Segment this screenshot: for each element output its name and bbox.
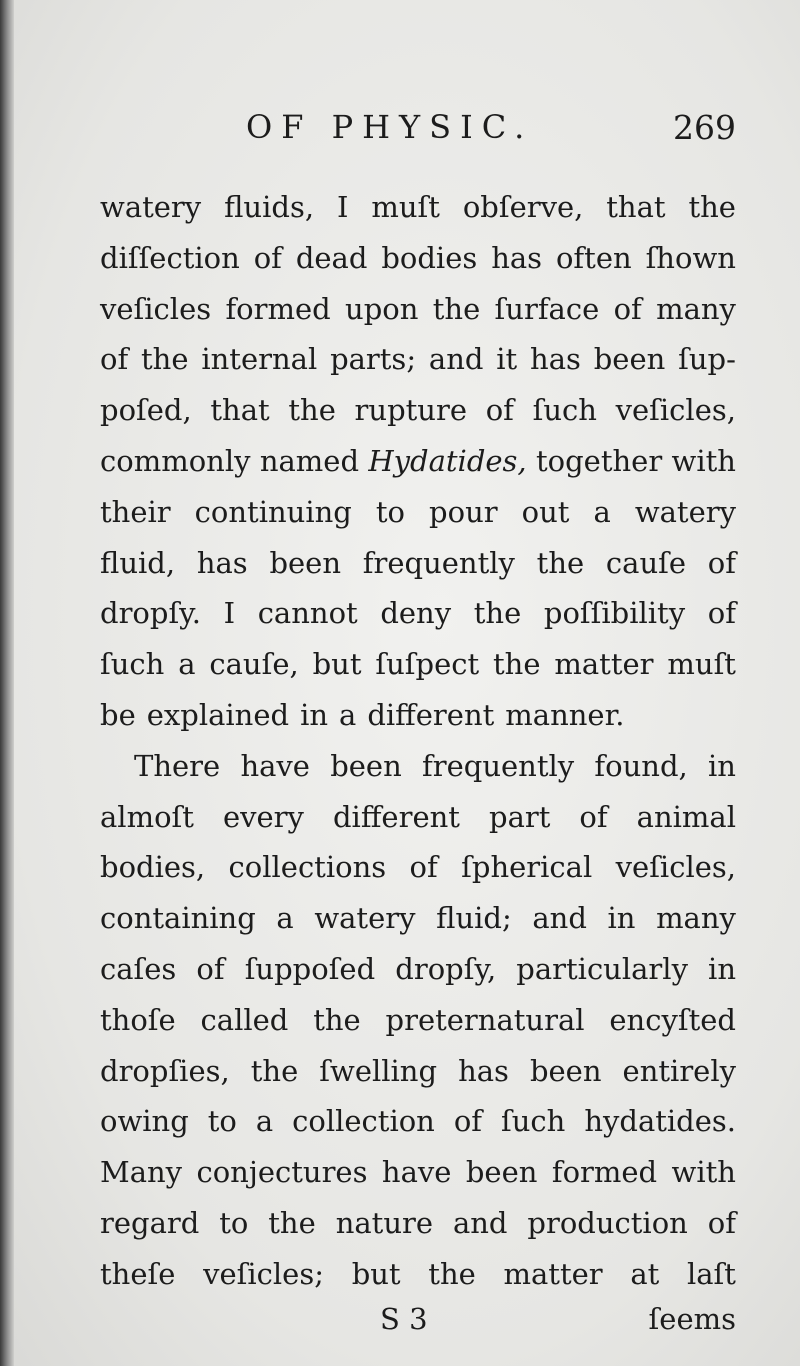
word: poſſibility	[543, 596, 686, 631]
word: fluids,	[224, 190, 315, 224]
word: the	[141, 342, 189, 377]
page-footer	[100, 1302, 736, 1346]
word: dropſy,	[395, 951, 497, 986]
word: dead	[295, 240, 368, 275]
word: in	[708, 951, 736, 986]
word: of	[707, 596, 736, 631]
word: laſt	[686, 1256, 736, 1291]
word: the	[688, 190, 736, 224]
text-line	[100, 284, 736, 335]
text-line	[100, 741, 736, 792]
word: production	[527, 1205, 688, 1240]
text-line	[100, 1198, 736, 1249]
word: nature	[335, 1205, 434, 1240]
word: the	[493, 647, 541, 682]
word: obſerve,	[462, 190, 584, 224]
word: has	[530, 342, 581, 377]
text-line	[100, 1147, 736, 1198]
text-line	[100, 944, 736, 995]
word: matter	[503, 1256, 603, 1291]
word: preternatural	[385, 1002, 585, 1037]
word: frequently	[422, 748, 575, 783]
word: containing	[100, 901, 256, 936]
word: have	[240, 748, 310, 783]
word: formed	[225, 291, 331, 326]
text-line	[100, 182, 736, 233]
word: hydatides.	[584, 1104, 736, 1139]
word: out	[521, 494, 570, 529]
word: with	[671, 1155, 736, 1190]
text-line	[100, 1249, 736, 1300]
word: collection	[292, 1104, 435, 1139]
word: encyſted	[609, 1002, 736, 1037]
word: ſuppoſed	[244, 951, 376, 986]
text-line	[100, 842, 736, 893]
word: of	[196, 951, 225, 986]
word: of	[579, 799, 608, 834]
word: the	[536, 545, 585, 580]
running-head	[100, 108, 740, 158]
word: ſup-	[678, 342, 736, 377]
word: a	[178, 647, 196, 682]
word: different	[367, 697, 495, 732]
word: caſes	[100, 951, 177, 986]
word: cauſe,	[209, 647, 299, 682]
signature-mark: S 3	[380, 1302, 428, 1336]
page-number: 269	[673, 108, 736, 147]
text-line	[100, 995, 736, 1046]
word: ſuch	[501, 1104, 566, 1139]
word: that	[210, 393, 270, 428]
running-title: OF PHYSIC.	[246, 108, 534, 146]
word: their	[100, 494, 171, 529]
word: that	[606, 190, 666, 224]
word: muſt	[667, 647, 736, 682]
word: been	[465, 1155, 538, 1190]
word: a	[339, 697, 357, 732]
word: of	[485, 393, 514, 428]
word: rupture	[354, 393, 468, 428]
text-line	[100, 487, 736, 538]
word: muſt	[371, 190, 440, 224]
word: watery	[634, 494, 736, 529]
word: together	[535, 443, 663, 478]
word: veſicles	[100, 291, 212, 326]
word: have	[381, 1155, 452, 1190]
word: in	[707, 748, 736, 783]
word: of	[100, 342, 129, 377]
word: the	[473, 596, 522, 631]
word: regard	[100, 1205, 200, 1240]
text-line	[100, 1096, 736, 1147]
word: ſhown	[645, 240, 736, 275]
word: ſuch	[100, 647, 165, 682]
word: a	[255, 1104, 274, 1139]
word: theſe	[100, 1256, 176, 1291]
word: of	[613, 291, 642, 326]
word: explained	[146, 697, 290, 732]
word: but	[351, 1256, 401, 1291]
word: watery	[314, 901, 416, 936]
word: at	[630, 1256, 660, 1291]
text-line	[100, 690, 736, 741]
word: upon	[345, 291, 419, 326]
word: in	[300, 697, 329, 732]
catchword: ſeems	[648, 1302, 736, 1336]
word: almoſt	[100, 799, 194, 834]
word: There	[134, 748, 221, 783]
word: many	[656, 291, 736, 326]
text-line	[100, 334, 736, 385]
word: of	[707, 545, 736, 580]
word: many	[656, 901, 736, 936]
word: watery	[100, 190, 202, 224]
word: it	[496, 342, 518, 377]
word: owing	[100, 1104, 189, 1139]
word: found,	[594, 748, 688, 783]
word: veſicles,	[615, 850, 736, 885]
word: the	[428, 1256, 476, 1291]
word: the	[288, 393, 336, 428]
word: Many	[100, 1155, 183, 1190]
word: and	[428, 342, 484, 377]
word: pour	[429, 494, 498, 529]
word: bodies,	[100, 850, 206, 885]
word: I	[223, 596, 236, 631]
word: but	[312, 647, 362, 682]
word: collections	[228, 850, 387, 885]
word: often	[555, 240, 632, 275]
word: animal	[636, 799, 736, 834]
word: ſwelling	[319, 1053, 438, 1088]
word: commonly	[100, 443, 251, 478]
word: dropſies,	[100, 1053, 230, 1088]
word: poſed,	[100, 393, 192, 428]
word: a	[276, 901, 294, 936]
word: in	[607, 901, 636, 936]
word: dropſy.	[100, 596, 201, 631]
word: been	[529, 1053, 602, 1088]
word: to	[375, 494, 406, 529]
word: of	[253, 240, 282, 275]
word: manner.	[505, 697, 625, 732]
text-line	[100, 436, 736, 487]
body-text	[100, 182, 736, 1300]
word: named	[259, 443, 360, 478]
word: ſurface	[494, 291, 600, 326]
word: of	[453, 1104, 483, 1139]
word: be	[100, 697, 136, 732]
word: parts;	[330, 342, 417, 377]
text-line	[100, 233, 736, 284]
word: been	[330, 748, 402, 783]
word: has	[196, 545, 248, 580]
word: fluid,	[100, 545, 176, 580]
word: ſpherical	[461, 850, 593, 885]
word: with	[671, 443, 736, 478]
word: particularly	[516, 951, 688, 986]
word: fluid;	[436, 901, 512, 936]
word: frequently	[362, 545, 515, 580]
word: entirely	[622, 1053, 736, 1088]
word: formed	[551, 1155, 658, 1190]
word: has	[458, 1053, 509, 1088]
word: cauſe	[605, 545, 687, 580]
word: the	[313, 1002, 361, 1037]
word: ſuch	[532, 393, 597, 428]
word: continuing	[194, 494, 352, 529]
text-line	[100, 893, 736, 944]
word: different	[332, 799, 460, 834]
word: veſicles;	[203, 1256, 324, 1291]
text-line	[100, 792, 736, 843]
word: part	[489, 799, 551, 834]
word: called	[200, 1002, 289, 1037]
word: cannot	[257, 596, 358, 631]
word: of	[707, 1205, 736, 1240]
word: I	[336, 190, 349, 224]
word: internal	[201, 342, 318, 377]
word: thoſe	[100, 1002, 176, 1037]
text-line	[100, 538, 736, 589]
word: and	[452, 1205, 508, 1240]
word: ſuſpect	[375, 647, 480, 682]
word: the	[432, 291, 481, 326]
text-line	[100, 385, 736, 436]
word: been	[593, 342, 666, 377]
word: to	[207, 1104, 237, 1139]
word: Hydatides,	[368, 443, 527, 478]
word: has	[491, 240, 543, 275]
word: conjectures	[196, 1155, 368, 1190]
word: deny	[380, 596, 452, 631]
word: matter	[554, 647, 654, 682]
word: diſſection	[100, 240, 240, 275]
word: of	[409, 850, 438, 885]
word: the	[250, 1053, 299, 1088]
text-line	[100, 588, 736, 639]
word: and	[532, 901, 587, 936]
text-line	[100, 1046, 736, 1097]
word: been	[269, 545, 342, 580]
word: the	[268, 1205, 316, 1240]
page-edge-shadow	[0, 0, 14, 1366]
word: veſicles,	[615, 393, 736, 428]
word: every	[222, 799, 304, 834]
text-line	[100, 639, 736, 690]
word: to	[219, 1205, 249, 1240]
word: a	[593, 494, 611, 529]
word: bodies	[381, 240, 478, 275]
